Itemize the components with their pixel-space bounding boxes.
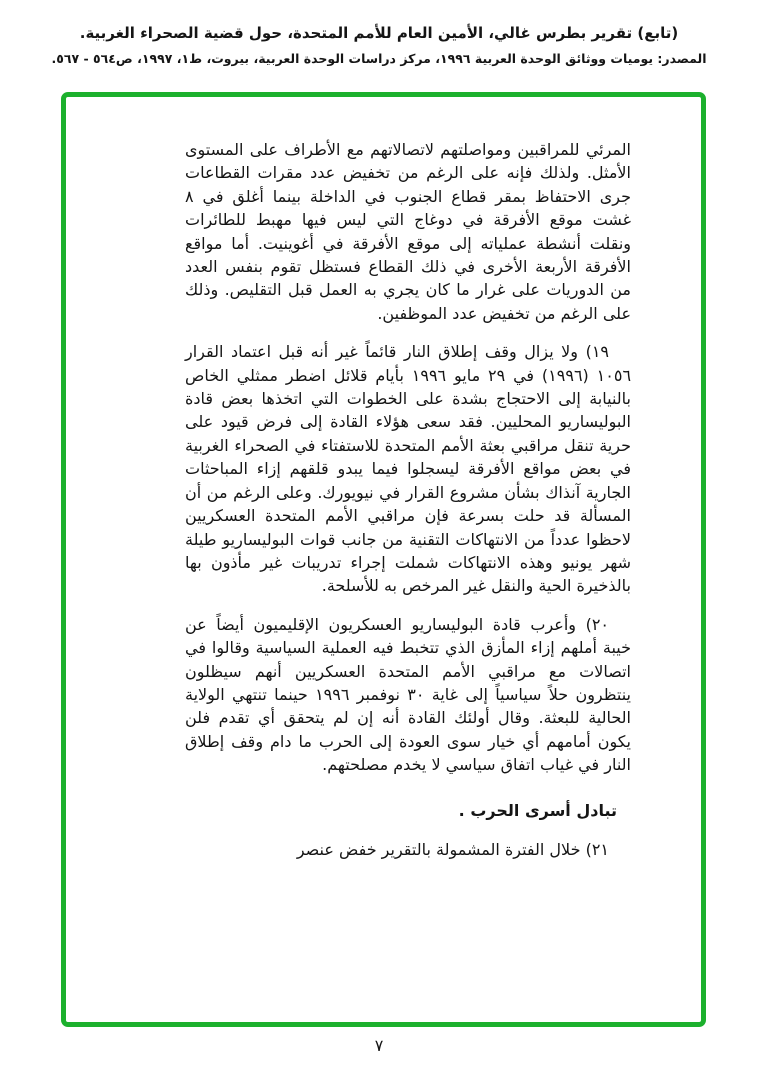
paragraph-19: ١٩) ولا يزال وقف إطلاق النار قائماً غير أنه قبل اعتماد القرار ١٠٥٦ (١٩٩٦) في ٢٩ مايو ١٩٩٦ بأيام قلائل اضطر ممثلي الخاص بالنيابة إلى الاحتجاج بشدة على الخطوات التي اتخذها بعض قادة البوليساريو المحليين. فقد سعى هؤلاء القادة إلى فرض قيود على حرية تنقل مراقبي بعثة الأمم المتحدة للاستفتاء في الصحراء الغربية في بعض مواقع الأفرقة ليسجلوا فيما يبدو قلقهم إزاء المباحثات الجارية آنذاك بشأن مشروع القرار في نيويورك. وعلى الرغم من أن المسألة قد حلت بسرعة فإن مراقبي الأمم المتحدة العسكريين لاحظوا عدداً من الانتهاكات التقنية من جانب قوات البوليساريو طيلة شهر يونيو وهذه الانتهاكات شملت إجراء تدريبات غير مأذون بها بالذخيرة الحية والنقل غير المرخص به للأسلحة. bbox=[185, 342, 632, 596]
report-title: (تابع) تقرير بطرس غالي، الأمين العام للأمم المتحدة، حول قضية الصحراء الغربية. bbox=[79, 24, 679, 42]
paragraph-21: ٢١) خلال الفترة المشمولة بالتقرير خفض عنصر bbox=[296, 839, 609, 859]
page-number: ٧ bbox=[374, 1036, 384, 1055]
source-citation: المصدر: يوميات ووثائق الوحدة العربية ١٩٩٦، مركز دراسات الوحدة العربية، بيروت، ط١، ١٩٩٧، ص٥٦٤ - ٥٦٧. bbox=[51, 51, 707, 66]
body-text-column bbox=[185, 138, 631, 876]
section-heading-prisoner-exchange: تبادل أسرى الحرب . bbox=[458, 800, 617, 820]
paragraph-20: ٢٠) وأعرب قادة البوليساريو العسكريون الإقليميون أيضاً عن خيبة أملهم إزاء المأزق الذي تتخبط فيه العملية السياسية وقالوا في اتصالات مع مراقبي الأمم المتحدة العسكريين أنهم سيظلون ينتظرون حلاً سياسياً إلى غاية ٣٠ نوفمبر ١٩٩٦ حينما تنتهي الولاية الحالية للبعثة. وقال أولئك القادة أنه إن لم يتحقق أي تقدم فلن يكون أمامهم أي خيار سوى العودة إلى الحرب ما دام وقف إطلاق النار في غياب اتفاق سياسي لا يخدم مصلحتهم. bbox=[185, 614, 631, 775]
paragraph-continuation: المرئي للمراقبين ومواصلتهم لاتصالاتهم مع الأطراف على المستوى الأمثل. ولذلك فإنه على الرغم من تخفيض عدد مقرات القطاعات جرى الاحتفاظ بمقر قطاع الجنوب في الداخلة بينما أغلق في ٨ غشت موقع الأفرقة في دوغاج التي ليس فيها مهبط للطائرات ونقلت أنشطة عملياته إلى موقع الأفرقة في أغوينيت. أما مواقع الأفرقة الأربعة الأخرى في ذلك القطاع فستظل تقوم بنفس العدد من الدوريات على غرار ما كان يجري به العمل قبل التقليص. وذلك على الرغم من تخفيض عدد الموظفين. bbox=[185, 140, 631, 323]
page-header bbox=[0, 22, 758, 68]
